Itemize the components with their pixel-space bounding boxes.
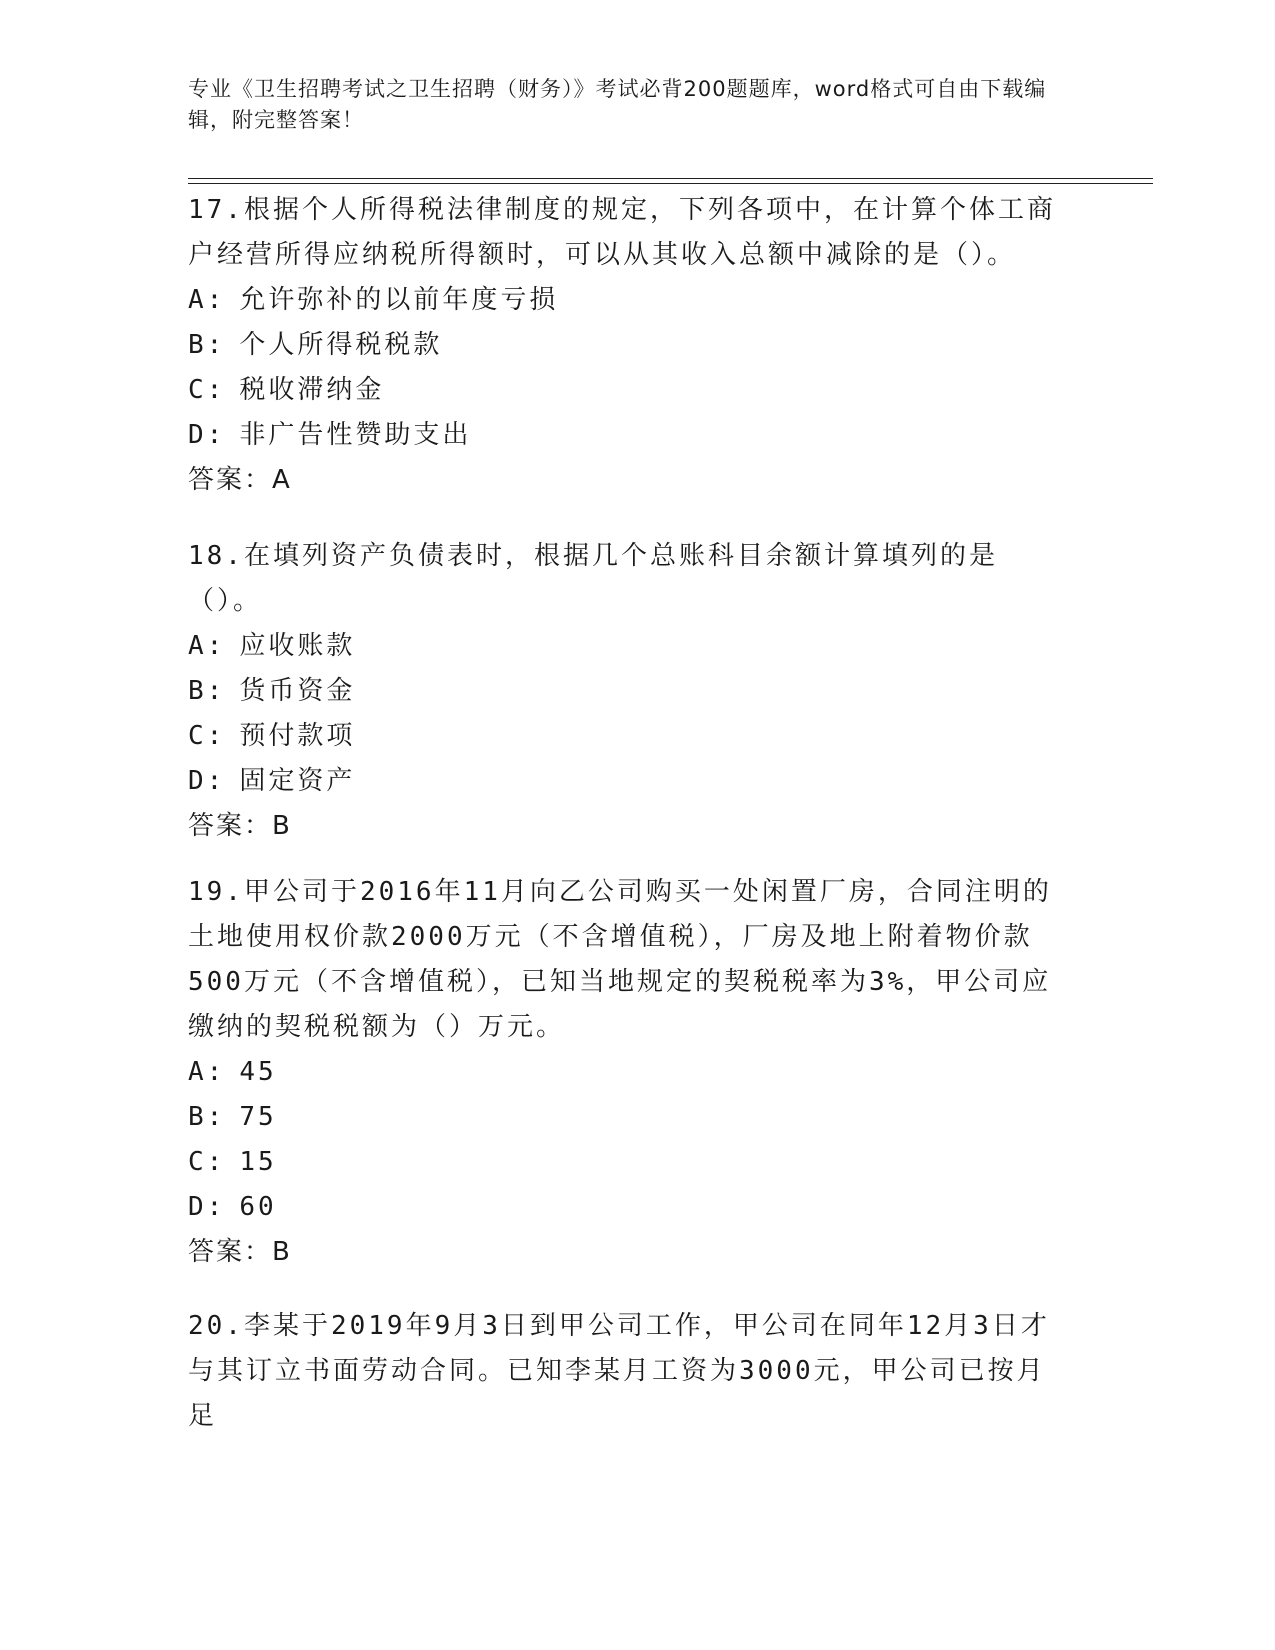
option-separator: : xyxy=(206,721,226,751)
answer-line: 答案：A xyxy=(188,465,292,495)
option-a xyxy=(188,278,1068,323)
option-separator: : xyxy=(206,631,226,661)
option-key: D xyxy=(188,1192,207,1222)
option-text: 60 xyxy=(239,1192,277,1222)
question-20 xyxy=(188,1304,1068,1439)
option-separator: : xyxy=(206,375,226,405)
option-separator: : xyxy=(206,330,226,360)
option-separator: : xyxy=(206,766,226,796)
option-key: D xyxy=(188,420,207,450)
option-separator: : xyxy=(206,676,226,706)
question-text: 18.在填列资产负债表时，根据几个总账科目余额计算填列的是（）。 xyxy=(188,541,998,616)
question-text: 20.李某于2019年9月3日到甲公司工作，甲公司在同年12月3日才与其订立书面劳动合同。已知李某月工资为3000元，甲公司已按月足 xyxy=(188,1311,1050,1431)
option-b xyxy=(188,669,1068,714)
option-separator: : xyxy=(206,1102,226,1132)
option-separator: : xyxy=(206,1192,226,1222)
option-text: 45 xyxy=(239,1057,277,1087)
option-key: C xyxy=(188,721,207,751)
header-divider-bottom xyxy=(188,183,1153,184)
option-key: A xyxy=(188,1057,207,1087)
option-text: 固定资产 xyxy=(239,766,356,796)
question-18 xyxy=(188,534,1068,849)
option-separator: : xyxy=(206,1057,226,1087)
option-text: 75 xyxy=(239,1102,277,1132)
question-17 xyxy=(188,188,1068,503)
question-text: 19.甲公司于2016年11月向乙公司购买一处闲置厂房，合同注明的土地使用权价款2000万元（不含增值税），厂房及地上附着物价款500万元（不含增值税），已知当地规定的契税税率为3%，甲公司应缴纳的契税税额为（）万元。 xyxy=(188,877,1052,1042)
option-text: 允许弥补的以前年度亏损 xyxy=(239,285,559,315)
option-key: D xyxy=(188,766,207,796)
option-key: A xyxy=(188,285,207,315)
option-c xyxy=(188,1140,1068,1185)
option-d xyxy=(188,1185,1068,1230)
option-key: B xyxy=(188,676,207,706)
option-d xyxy=(188,759,1068,804)
option-key: B xyxy=(188,1102,207,1132)
answer-line: 答案：B xyxy=(188,811,292,841)
option-text: 非广告性赞助支出 xyxy=(239,420,472,450)
document-header: 专业《卫生招聘考试之卫生招聘（财务）》考试必背200题题库，word格式可自由下载编辑，附完整答案！ xyxy=(188,77,1047,132)
option-a xyxy=(188,1050,1068,1095)
header-divider-top xyxy=(188,178,1153,179)
question-text: 17.根据个人所得税法律制度的规定，下列各项中，在计算个体工商户经营所得应纳税所得额时，可以从其收入总额中减除的是（）。 xyxy=(188,195,1056,270)
option-text: 货币资金 xyxy=(239,676,356,706)
option-text: 预付款项 xyxy=(239,721,356,751)
question-19 xyxy=(188,870,1068,1275)
option-b xyxy=(188,323,1068,368)
option-text: 应收账款 xyxy=(239,631,356,661)
option-separator: : xyxy=(206,420,226,450)
option-key: C xyxy=(188,1147,207,1177)
option-c xyxy=(188,368,1068,413)
option-separator: : xyxy=(206,1147,226,1177)
option-key: A xyxy=(188,631,207,661)
option-d xyxy=(188,413,1068,458)
answer-line: 答案：B xyxy=(188,1237,292,1267)
option-key: C xyxy=(188,375,207,405)
option-text: 15 xyxy=(239,1147,277,1177)
option-key: B xyxy=(188,330,207,360)
option-b xyxy=(188,1095,1068,1140)
option-text: 税收滞纳金 xyxy=(239,375,385,405)
option-c xyxy=(188,714,1068,759)
option-separator: : xyxy=(206,285,226,315)
option-a xyxy=(188,624,1068,669)
option-text: 个人所得税税款 xyxy=(239,330,443,360)
